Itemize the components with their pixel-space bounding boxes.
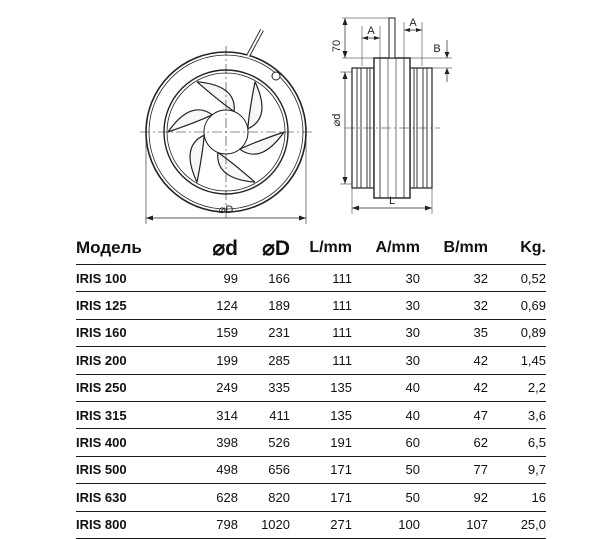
inner-diameter-label: ⌀d	[331, 113, 343, 127]
cell-weight: 1,45	[488, 347, 546, 374]
iris-blade	[248, 82, 262, 129]
cell-weight: 2,2	[488, 374, 546, 401]
locking-screw	[272, 72, 280, 80]
header-weight: Kg.	[520, 239, 546, 256]
cell-length: 271	[290, 511, 352, 538]
table-row	[76, 374, 546, 401]
header-inner-diameter: ⌀d	[212, 236, 238, 260]
iris-blade	[190, 135, 204, 182]
cell-weight: 6,5	[488, 429, 546, 456]
cell-inner-diameter: 498	[186, 456, 238, 483]
cell-b: 107	[420, 511, 488, 538]
height-label: 70	[331, 39, 343, 53]
cell-b: 32	[420, 265, 488, 292]
cell-model: IRIS 500	[76, 456, 186, 483]
header-row	[76, 232, 546, 265]
cell-inner-diameter: 159	[186, 319, 238, 346]
cell-inner-diameter: 99	[186, 265, 238, 292]
cell-a: 40	[352, 374, 420, 401]
cell-a: 50	[352, 484, 420, 511]
front-view	[140, 30, 312, 224]
table-header	[76, 232, 546, 265]
cell-weight: 0,89	[488, 319, 546, 346]
cell-length: 135	[290, 401, 352, 428]
cell-a: 50	[352, 456, 420, 483]
technical-drawings	[0, 0, 611, 230]
cell-length: 135	[290, 374, 352, 401]
cell-length: 171	[290, 484, 352, 511]
cell-a: 40	[352, 401, 420, 428]
cell-length: 171	[290, 456, 352, 483]
header-model: Модель	[76, 238, 142, 257]
cell-model: IRIS 800	[76, 511, 186, 538]
table-body	[76, 265, 546, 539]
cell-model: IRIS 160	[76, 319, 186, 346]
l-label: L	[388, 195, 396, 207]
header-b: B/mm	[443, 239, 488, 256]
b-label: B	[433, 43, 441, 55]
table-row	[76, 347, 546, 374]
cell-model: IRIS 630	[76, 484, 186, 511]
cell-inner-diameter: 398	[186, 429, 238, 456]
header-length: L/mm	[309, 239, 352, 256]
cell-b: 77	[420, 456, 488, 483]
cell-outer-diameter: 656	[238, 456, 290, 483]
iris-blade	[197, 82, 234, 112]
cell-inner-diameter: 314	[186, 401, 238, 428]
table-row	[76, 265, 546, 292]
cell-a: 30	[352, 292, 420, 319]
adjust-lever-highlight	[248, 30, 262, 56]
damper-drawing-svg	[0, 0, 611, 230]
cell-inner-diameter: 199	[186, 347, 238, 374]
table-row	[76, 429, 546, 456]
cell-b: 32	[420, 292, 488, 319]
cell-outer-diameter: 189	[238, 292, 290, 319]
cell-outer-diameter: 231	[238, 319, 290, 346]
a-left-label: A	[367, 25, 375, 37]
cell-outer-diameter: 1020	[238, 511, 290, 538]
cell-model: IRIS 125	[76, 292, 186, 319]
cell-weight: 16	[488, 484, 546, 511]
cell-a: 30	[352, 347, 420, 374]
cell-inner-diameter: 628	[186, 484, 238, 511]
cell-length: 111	[290, 265, 352, 292]
cell-outer-diameter: 526	[238, 429, 290, 456]
table-row	[76, 292, 546, 319]
cell-inner-diameter: 124	[186, 292, 238, 319]
cell-weight: 9,7	[488, 456, 546, 483]
cell-outer-diameter: 285	[238, 347, 290, 374]
table-row	[76, 484, 546, 511]
cell-outer-diameter: 335	[238, 374, 290, 401]
cell-model: IRIS 100	[76, 265, 186, 292]
cell-a: 60	[352, 429, 420, 456]
cell-weight: 0,52	[488, 265, 546, 292]
cell-b: 92	[420, 484, 488, 511]
cell-b: 42	[420, 374, 488, 401]
a-right-label: A	[409, 17, 417, 29]
outer-diameter-label: ⌀D	[218, 204, 234, 216]
header-a: A/mm	[375, 239, 420, 256]
cell-a: 30	[352, 265, 420, 292]
cell-inner-diameter: 798	[186, 511, 238, 538]
cell-b: 62	[420, 429, 488, 456]
cell-b: 42	[420, 347, 488, 374]
cell-b: 47	[420, 401, 488, 428]
cell-outer-diameter: 411	[238, 401, 290, 428]
cell-inner-diameter: 249	[186, 374, 238, 401]
table-row	[76, 401, 546, 428]
cell-length: 111	[290, 292, 352, 319]
cell-length: 111	[290, 347, 352, 374]
cell-outer-diameter: 820	[238, 484, 290, 511]
cell-length: 111	[290, 319, 352, 346]
cell-b: 35	[420, 319, 488, 346]
specifications-table	[76, 232, 546, 539]
table-row	[76, 319, 546, 346]
cell-model: IRIS 400	[76, 429, 186, 456]
cell-weight: 3,6	[488, 401, 546, 428]
iris-blade	[218, 153, 255, 183]
cell-weight: 25,0	[488, 511, 546, 538]
table-row	[76, 511, 546, 538]
cell-a: 100	[352, 511, 420, 538]
cell-a: 30	[352, 319, 420, 346]
cell-model: IRIS 200	[76, 347, 186, 374]
cell-model: IRIS 315	[76, 401, 186, 428]
header-outer-diameter: ⌀D	[262, 236, 290, 260]
cell-weight: 0,69	[488, 292, 546, 319]
lever-side	[389, 18, 395, 58]
cell-outer-diameter: 166	[238, 265, 290, 292]
cell-length: 191	[290, 429, 352, 456]
table-row	[76, 456, 546, 483]
cell-model: IRIS 250	[76, 374, 186, 401]
